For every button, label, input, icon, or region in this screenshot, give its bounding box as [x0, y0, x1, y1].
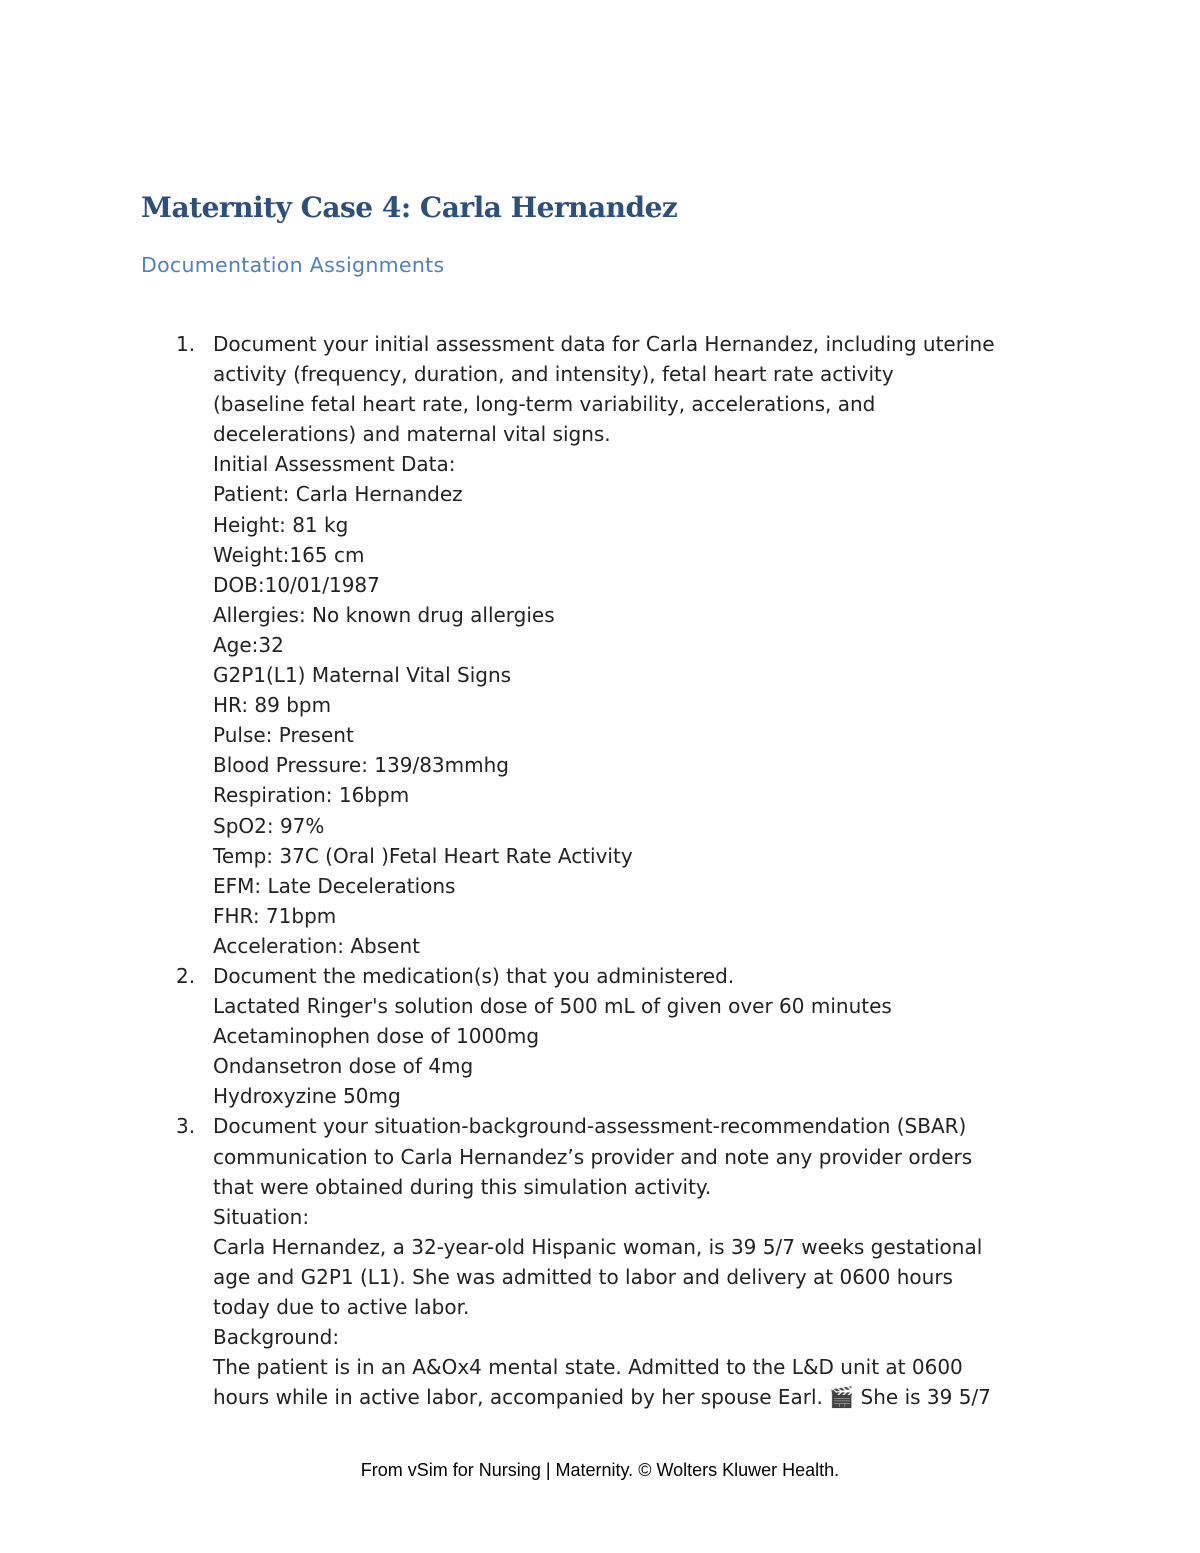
item-line: Temp: 37C (Oral )Fetal Heart Rate Activity — [213, 843, 633, 868]
item-line: Document the medication(s) that you administered. — [213, 963, 735, 988]
item-line: activity (frequency, duration, and intensity), fetal heart rate activity — [213, 362, 894, 387]
item-line: SpO2: 97% — [213, 813, 325, 838]
section-subtitle: Documentation Assignments — [141, 253, 445, 277]
item-line: age and G2P1 (L1). She was admitted to labor and delivery at 0600 hours — [213, 1264, 953, 1289]
item-line: Age:32 — [213, 632, 284, 657]
assignment-list — [0, 329, 1200, 1412]
page-footer: From vSim for Nursing | Maternity. © Wolters Kluwer Health. — [360, 1460, 840, 1480]
item-line: Background: — [213, 1325, 340, 1350]
item-line: Acetaminophen dose of 1000mg — [213, 1024, 540, 1049]
assignment-item — [0, 329, 1073, 961]
item-line: Patient: Carla Hernandez — [213, 482, 463, 507]
item-line: Pulse: Present — [213, 723, 354, 748]
item-line: G2P1(L1) Maternal Vital Signs — [213, 663, 512, 688]
assignment-item — [0, 961, 1073, 1111]
item-line: HR: 89 bpm — [213, 693, 332, 718]
item-line: Weight:165 cm — [213, 542, 365, 567]
item-line: today due to active labor. — [213, 1295, 470, 1319]
item-line: DOB:10/01/1987 — [213, 572, 380, 597]
item-line: Carla Hernandez, a 32-year-old Hispanic woman, is 39 5/7 weeks gestational — [213, 1234, 983, 1259]
page-title: Maternity Case 4: Carla Hernandez — [141, 191, 678, 224]
item-line: EFM: Late Decelerations — [213, 873, 456, 898]
item-number: 3. — [176, 1114, 196, 1139]
item-line: (baseline fetal heart rate, long-term variability, accelerations, and — [213, 392, 876, 417]
item-line: The patient is in an A&Ox4 mental state. Admitted to the L&D unit at 0600 — [213, 1355, 963, 1380]
item-line: Ondansetron dose of 4mg — [213, 1054, 474, 1079]
item-line: Respiration: 16bpm — [213, 783, 410, 808]
item-line: decelerations) and maternal vital signs. — [213, 422, 611, 447]
item-line: FHR: 71bpm — [213, 903, 337, 928]
item-line: Blood Pressure: 139/83mmhg — [213, 753, 509, 778]
item-line: communication to Carla Hernandez’s provider and note any provider orders — [213, 1144, 973, 1169]
item-line: Height: 81 kg — [213, 512, 349, 537]
item-line: Document your situation-background-assessment-recommendation (SBAR) — [213, 1114, 967, 1139]
item-line: Initial Assessment Data: — [213, 452, 456, 477]
item-number: 1. — [176, 332, 196, 356]
item-line: Document your initial assessment data for Carla Hernandez, including uterine — [213, 332, 995, 356]
item-line: Lactated Ringer's solution dose of 500 mL of given over 60 minutes — [213, 994, 892, 1019]
item-line: Situation: — [213, 1204, 310, 1229]
item-number: 2. — [176, 963, 196, 988]
item-line: that were obtained during this simulation activity. — [213, 1174, 712, 1199]
item-line: hours while in active labor, accompanied by her spouse Earl. 🎬 She is 39 5/7 — [213, 1385, 991, 1410]
item-line: Hydroxyzine 50mg — [213, 1084, 401, 1109]
assignment-item — [0, 1111, 1073, 1412]
item-line: Allergies: No known drug allergies — [213, 602, 555, 627]
item-line: Acceleration: Absent — [213, 933, 420, 958]
